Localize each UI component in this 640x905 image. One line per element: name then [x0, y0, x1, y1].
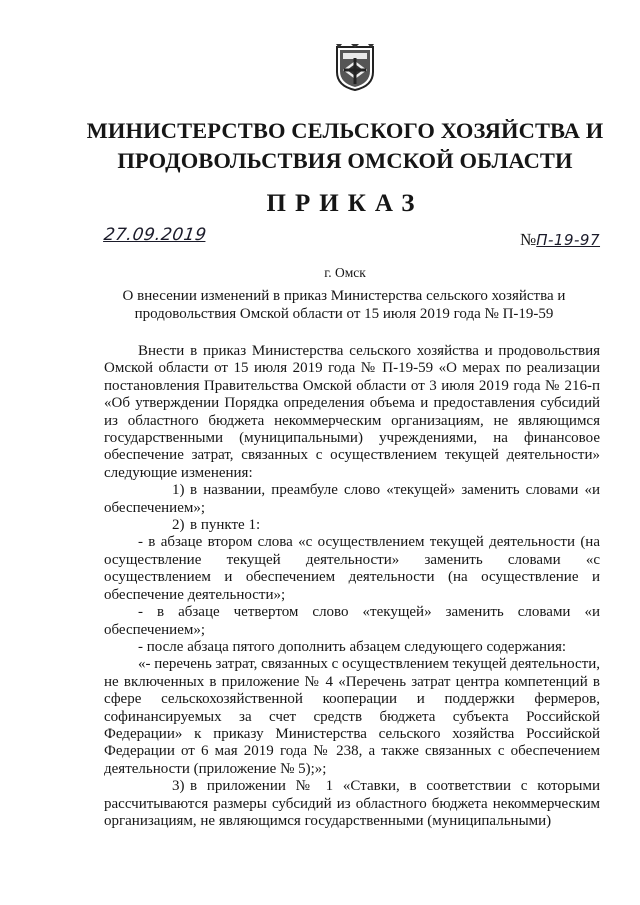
order-body: [104, 343, 600, 830]
ministry-name: [60, 116, 630, 176]
order-subject: [104, 287, 584, 323]
item-3-number: 3): [172, 778, 185, 795]
document-title: ПРИКАЗ: [266, 190, 424, 217]
omsk-coat-of-arms-icon: [334, 44, 376, 92]
city: г. Омск: [324, 265, 366, 280]
order-subject-line1: О внесении изменений в приказ Министерства сельского хозяйства и: [122, 288, 566, 304]
order-number-value: П-19-97: [536, 231, 601, 249]
order-number-prefix: №: [520, 230, 537, 249]
item-2-number: 2): [172, 517, 185, 534]
item-2-subitem-3: - после абзаца пятого дополнить абзацем следующего содержания:: [138, 638, 567, 655]
item-2-quote: «- перечень затрат, связанных с осуществлением текущей деятельности, не включенных в приложение № 4 «Перечень затрат центра компетенций в сфере сельскохозяйственной кооперации и поддержки фермеров, софинансируемых за счет средств бюджета субъекта Российской Федерации» к приказу Министерства сельского хозяйства Российской Федерации от 6 мая 2019 года № 238, а также связанных с обеспечением деятельности (приложение № 5);»;: [104, 656, 600, 777]
item-2-text: в пункте 1:: [190, 517, 261, 534]
ministry-name-line2: ПРОДОВОЛЬСТВИЯ ОМСКОЙ ОБЛАСТИ: [117, 148, 573, 173]
order-number: [520, 230, 600, 250]
intro-paragraph: Внести в приказ Министерства сельского хозяйства и продовольствия Омской области от 15 июля 2019 года № П-19-59 «О мерах по реализации постановления Правительства Омской области от 3 июля 2019 года № 216-п «Об утверждении Порядка определения объема и предоставления субсидий из областного бюджета некоммерческим организациям, не являющимся государственными (муниципальными) учреждениями, на финансовое обеспечение затрат, связанных с осуществлением текущей деятельности» следующие изменения:: [104, 343, 600, 481]
item-1-number: 1): [172, 482, 185, 499]
item-1-text: в названии, преамбуле слово «текущей» заменить словами «и обеспечением»;: [104, 482, 600, 516]
item-3-text: в приложении № 1 «Ставки, в соответствии с которыми рассчитываются размеры субсидий из областного бюджета некоммерческим организациям, не являющимся государственными (муниципальными): [104, 778, 600, 829]
item-2: [104, 517, 600, 534]
ministry-name-line1: МИНИСТЕРСТВО СЕЛЬСКОГО ХОЗЯЙСТВА И: [86, 118, 604, 143]
item-2-subitem-2: - в абзаце четвертом слово «текущей» заменить словами «и обеспечением»;: [104, 604, 600, 638]
item-2-subitem-1: - в абзаце втором слова «с осуществлением текущей деятельности (на осуществление текущей деятельности» заменить словами «с осуществлением и обеспечением деятельности (на осуществление и обеспечение деятельности»;: [104, 534, 600, 603]
order-subject-line2: продовольствия Омской области от 15 июля 2019 года № П-19-59: [134, 306, 554, 322]
order-date: 27.09.2019: [102, 225, 208, 245]
item-1: [104, 482, 600, 517]
item-3: [104, 778, 600, 830]
